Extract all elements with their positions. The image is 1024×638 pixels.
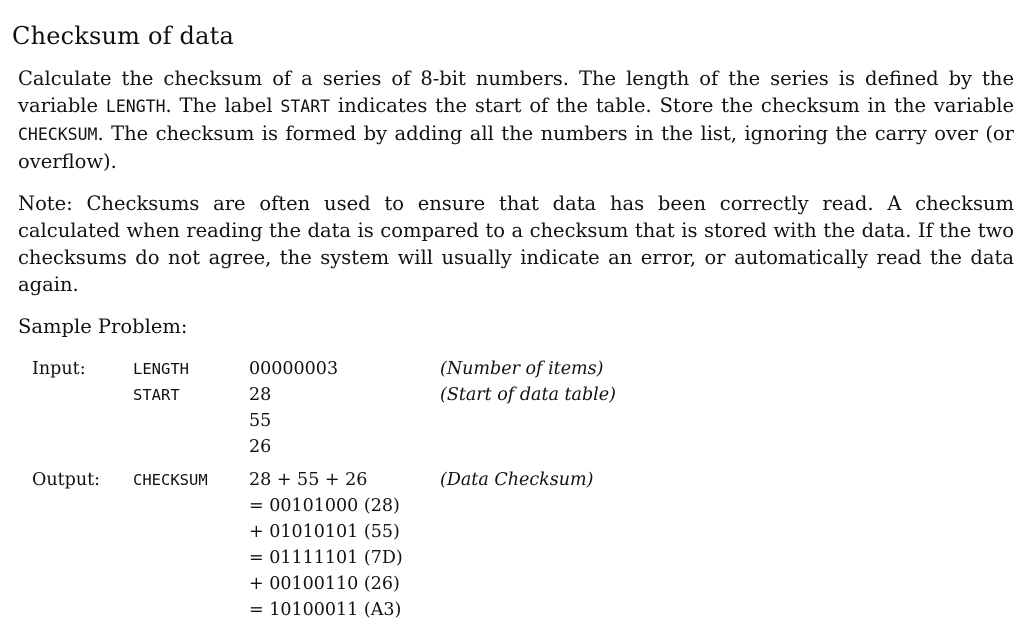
input-label: Input: xyxy=(32,359,86,379)
output-comment: (Data Checksum) xyxy=(440,470,594,490)
input-var-length: LENGTH xyxy=(133,360,189,378)
output-var-column xyxy=(133,467,208,493)
input-value-3: 26 xyxy=(249,437,272,457)
note-paragraph: Note: Checksums are often used to ensure that data has been correctly read. A checksum calculated when reading the data is compared to a checksum that is stored with the data. If the two checksums do not agree, the system will usually indicate an error, or automatically read the data again. xyxy=(18,192,1014,296)
input-value-column xyxy=(249,356,338,460)
output-var-checksum: CHECKSUM xyxy=(133,471,208,489)
sample-problem-label: Sample Problem: xyxy=(18,315,188,338)
description-paragraph xyxy=(18,65,1014,175)
input-var-column xyxy=(133,356,189,408)
description-text-4: . The checksum is formed by adding all the numbers in the list, ignoring the carry over (or overflow). xyxy=(18,122,1014,173)
output-label-column xyxy=(32,467,100,493)
input-value-length: 00000003 xyxy=(249,359,339,379)
input-value-1: 28 xyxy=(249,385,272,405)
output-line-result: = 10100011 (A3) xyxy=(249,600,402,620)
input-value-2: 55 xyxy=(249,411,272,431)
output-line-5: + 00100110 (26) xyxy=(249,574,400,594)
description-text-2: . The label xyxy=(165,94,281,117)
input-var-start: START xyxy=(133,386,180,404)
output-label: Output: xyxy=(32,470,101,490)
code-checksum: CHECKSUM xyxy=(18,125,98,144)
input-comment-start: (Start of data table) xyxy=(440,385,616,405)
code-start: START xyxy=(280,97,331,116)
description-text-1: Calculate the checksum of a series of 8-bit numbers. The length of the series is defined by the variable xyxy=(18,67,1014,117)
output-line-2: = 00101000 (28) xyxy=(249,496,400,516)
output-calculation-column xyxy=(249,467,403,623)
input-comment-length: (Number of items) xyxy=(440,359,604,379)
output-comment-column xyxy=(440,467,593,493)
output-line-sum: 28 + 55 + 26 xyxy=(249,470,368,490)
code-length: LENGTH xyxy=(105,97,166,116)
input-label-column xyxy=(32,356,86,382)
output-line-4: = 01111101 (7D) xyxy=(249,548,403,568)
section-title: Checksum of data xyxy=(12,22,234,50)
input-comment-column xyxy=(440,356,616,408)
description-text-3: indicates the start of the table. Store the checksum in the variable xyxy=(330,94,1014,117)
output-line-3: + 01010101 (55) xyxy=(249,522,400,542)
